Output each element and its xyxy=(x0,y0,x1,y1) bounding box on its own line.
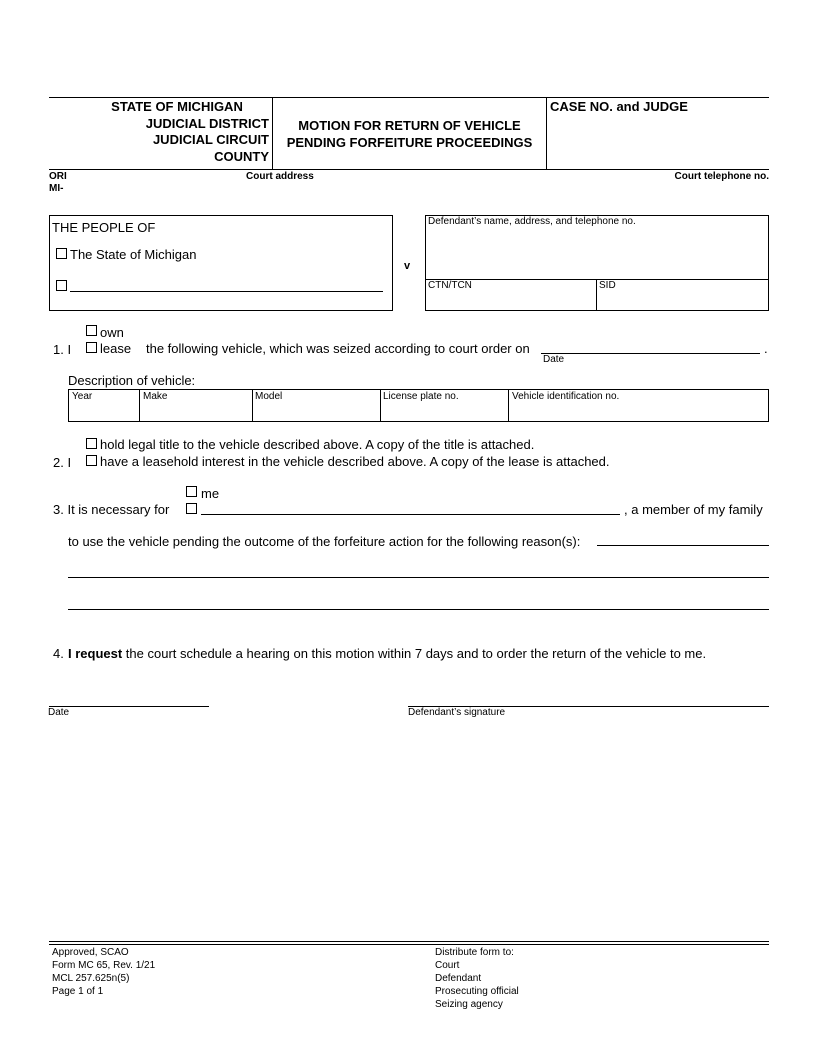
vehicle-description-label: Description of vehicle: xyxy=(68,373,196,388)
form-title-line1: MOTION FOR RETURN OF VEHICLE xyxy=(298,118,521,133)
own-label: own xyxy=(100,325,124,340)
footer-approved: Approved, SCAO xyxy=(52,947,129,958)
item2-number: 2. I xyxy=(53,455,72,470)
footer-form-number: Form MC 65, Rev. 1/21 xyxy=(52,960,156,971)
item1-text: the following vehicle, which was seized according to court order on xyxy=(146,341,530,356)
reason-input-3[interactable] xyxy=(68,595,769,610)
recipient-seizing-agency: Seizing agency xyxy=(435,999,503,1010)
vehicle-col-divider-4 xyxy=(508,389,509,422)
court-telephone-label: Court telephone no. xyxy=(674,171,769,182)
item1-number: 1. I xyxy=(53,342,72,357)
family-member-input[interactable] xyxy=(201,500,620,515)
header-top-rule xyxy=(49,97,769,98)
footer-mcl: MCL 257.625n(5) xyxy=(52,973,130,984)
reason-input-1[interactable] xyxy=(597,531,769,546)
footer-page: Page 1 of 1 xyxy=(52,986,104,997)
court-line-district: JUDICIAL DISTRICT xyxy=(145,115,269,131)
recipient-court: Court xyxy=(435,960,460,971)
legal-title-label: hold legal title to the vehicle described above. A copy of the title is attached. xyxy=(100,437,535,452)
own-checkbox[interactable] xyxy=(86,325,97,336)
family-member-suffix: , a member of my family xyxy=(624,502,763,517)
signature-date-label: Date xyxy=(48,707,70,718)
other-plaintiff-input[interactable] xyxy=(70,277,383,292)
lease-label: lease xyxy=(100,341,132,356)
me-label: me xyxy=(201,486,220,501)
court-line-state: STATE OF MICHIGAN xyxy=(111,99,243,114)
family-member-checkbox[interactable] xyxy=(186,503,197,514)
header-bottom-rule xyxy=(49,169,769,170)
vehicle-col-vin: Vehicle identification no. xyxy=(512,391,620,402)
vehicle-col-divider-3 xyxy=(380,389,381,422)
item4-request-bold: I request xyxy=(68,646,123,661)
court-order-date-input[interactable] xyxy=(541,339,760,354)
item3-text: 3. It is necessary for xyxy=(53,502,170,517)
recipient-defendant: Defendant xyxy=(435,973,482,984)
court-line-county: COUNTY xyxy=(214,148,269,164)
people-of-label: THE PEOPLE OF xyxy=(52,220,156,235)
footer-approval-info xyxy=(52,946,155,998)
defendant-box-divider xyxy=(425,279,769,280)
lease-checkbox[interactable] xyxy=(86,342,97,353)
court-lines xyxy=(60,99,269,165)
vehicle-col-year: Year xyxy=(72,391,93,402)
court-address-label: Court address xyxy=(246,171,314,182)
me-checkbox[interactable] xyxy=(186,486,197,497)
distribute-label: Distribute form to: xyxy=(435,947,514,958)
defendant-signature-label: Defendant’s signature xyxy=(408,707,506,718)
versus-label: v xyxy=(404,260,411,272)
leasehold-label: have a leasehold interest in the vehicle described above. A copy of the lease is attached. xyxy=(100,454,610,469)
ctn-label: CTN/TCN xyxy=(428,280,472,291)
defendant-box xyxy=(425,215,769,311)
vehicle-col-plate: License plate no. xyxy=(383,391,459,402)
vehicle-col-model: Model xyxy=(255,391,283,402)
state-of-michigan-checkbox[interactable] xyxy=(56,248,67,259)
defendant-info-label: Defendant’s name, address, and telephone no. xyxy=(428,216,636,227)
item4-request-text: the court schedule a hearing on this motion within 7 days and to order the return of the vehicle to me. xyxy=(122,646,707,661)
leasehold-checkbox[interactable] xyxy=(86,455,97,466)
footer-rule-1 xyxy=(49,941,769,942)
vehicle-col-make: Make xyxy=(143,391,168,402)
form-title-line2: PENDING FORFEITURE PROCEEDINGS xyxy=(286,134,533,150)
court-order-date-label: Date xyxy=(543,354,565,365)
item1-period: . xyxy=(764,341,768,356)
ori-label: ORI xyxy=(49,171,67,182)
signature-date-input[interactable] xyxy=(49,692,209,707)
form-title xyxy=(273,118,546,151)
footer-rule-2 xyxy=(49,944,769,945)
reasons-text: to use the vehicle pending the outcome of the forfeiture action for the following reason(s): xyxy=(68,534,581,549)
recipient-prosecuting: Prosecuting official xyxy=(435,986,519,997)
legal-title-checkbox[interactable] xyxy=(86,438,97,449)
ctn-sid-divider xyxy=(596,279,597,311)
mi-label: MI- xyxy=(49,183,64,194)
header-divider-right xyxy=(546,97,547,169)
sid-label: SID xyxy=(599,280,616,291)
item4-number: 4. xyxy=(53,646,64,661)
reason-input-2[interactable] xyxy=(68,563,769,578)
other-plaintiff-checkbox[interactable] xyxy=(56,280,67,291)
item4-text xyxy=(68,646,706,661)
vehicle-col-divider-2 xyxy=(252,389,253,422)
court-line-circuit: JUDICIAL CIRCUIT xyxy=(152,132,269,147)
defendant-signature-input[interactable] xyxy=(408,692,769,707)
state-of-michigan-label: The State of Michigan xyxy=(70,247,197,262)
vehicle-col-divider-1 xyxy=(139,389,140,422)
case-no-label: CASE NO. and JUDGE xyxy=(550,99,688,114)
footer-distribution xyxy=(435,946,519,1011)
